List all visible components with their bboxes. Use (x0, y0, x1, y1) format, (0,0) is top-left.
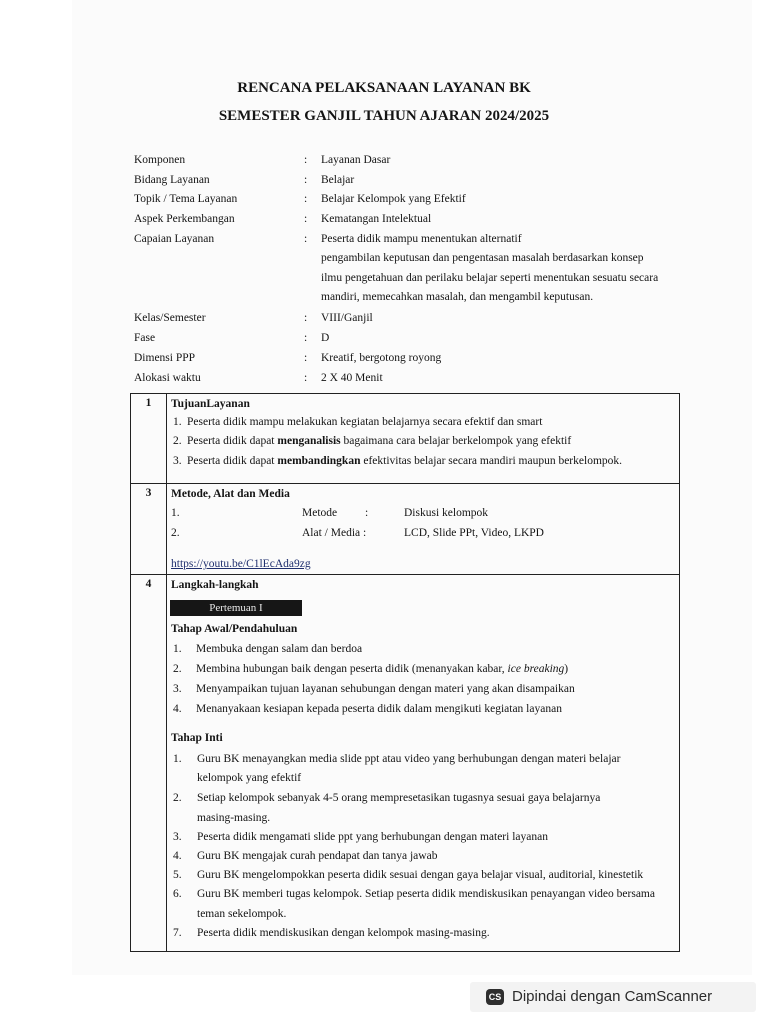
info-label: Alokasi waktu (134, 372, 201, 384)
info-value: Belajar Kelompok yang Efektif (321, 193, 466, 205)
list-item-number: 3. (173, 831, 182, 843)
list-item: Guru BK menayangkan media slide ppt atau video yang berhubungan dengan materi belajar (197, 753, 621, 765)
list-item-number: 1. (173, 753, 182, 765)
document-title: RENCANA PELAKSANAAN LAYANAN BK (237, 80, 531, 96)
list-item: Setiap kelompok sebanyak 4-5 orang mempresetasikan tugasnya sesuai gaya belajarnya (197, 792, 601, 804)
metode-label: Metode (302, 507, 338, 519)
list-item: Membuka dengan salam dan berdoa (196, 643, 363, 655)
info-value: VIII/Ganjil (321, 312, 373, 324)
list-item-number: 7. (173, 927, 182, 939)
info-colon: : (304, 332, 308, 344)
info-value: D (321, 332, 330, 344)
info-label: Aspek Perkembangan (134, 213, 235, 225)
list-item-number: 3. (173, 455, 182, 467)
list-item-number: 2. (173, 435, 182, 447)
info-label: Kelas/Semester (134, 312, 206, 324)
list-item: Membina hubungan baik dengan peserta didik (menanyakan kabar, ice breaking) (196, 663, 569, 675)
info-label: Topik / Tema Layanan (134, 193, 238, 205)
info-value: Kematangan Intelektual (321, 213, 432, 225)
info-label: Bidang Layanan (134, 174, 210, 186)
table-row-divider (131, 483, 679, 484)
list-item: Peserta didik mendiskusikan dengan kelompok masing-masing. (197, 927, 490, 939)
video-link[interactable]: https://youtu.be/C1lEcAda9zg (171, 558, 311, 570)
list-item: Guru BK mengelompokkan peserta didik sesuai dengan gaya belajar visual, auditorial, kinestetik (197, 869, 644, 881)
list-item: Peserta didik mengamati slide ppt yang berhubungan dengan materi layanan (197, 831, 548, 843)
metode-value: Diskusi kelompok (404, 507, 489, 519)
info-colon: : (304, 372, 308, 384)
list-item-number: 6. (173, 888, 182, 900)
capaian-continuation: pengambilan keputusan dan pengentasan masalah berdasarkan konsep (321, 252, 644, 264)
list-item: Peserta didik dapat menganalisis bagaimana cara belajar berkelompok yang efektif (187, 435, 572, 447)
info-colon: : (304, 233, 308, 245)
list-item: Guru BK memberi tugas kelompok. Setiap peserta didik mendiskusikan penayangan video bersama (197, 888, 655, 900)
info-value: Layanan Dasar (321, 154, 391, 166)
info-value: Belajar (321, 174, 355, 186)
table-row-divider (131, 574, 679, 575)
list-item: Menyampaikan tujuan layanan sehubungan dengan materi yang akan disampaikan (196, 683, 575, 695)
alat-media-label: Alat / Media : (302, 527, 367, 539)
list-item-number: 1. (173, 643, 182, 655)
list-item-continuation: teman sekelompok. (197, 908, 287, 920)
section-title: Langkah-langkah (171, 579, 259, 591)
list-item-number: 4. (173, 703, 182, 715)
watermark-text: Dipindai dengan CamScanner (512, 988, 713, 1005)
info-label: Komponen (134, 154, 186, 166)
document-subtitle: SEMESTER GANJIL TAHUN AJARAN 2024/2025 (218, 108, 550, 124)
camscanner-logo-icon: CS (486, 989, 504, 1005)
info-label: Capaian Layanan (134, 233, 215, 245)
list-item-continuation: masing-masing. (197, 812, 271, 824)
alat-media-value: LCD, Slide PPt, Video, LKPD (404, 527, 544, 539)
info-colon: : (304, 213, 308, 225)
list-item-number: 3. (173, 683, 182, 695)
stage-title: Tahap Inti (171, 732, 223, 744)
section-number: 3 (145, 487, 152, 499)
list-item: Guru BK mengajak curah pendapat dan tanya jawab (197, 850, 438, 862)
info-colon: : (304, 193, 308, 205)
camscanner-watermark (470, 982, 756, 1012)
section-number: 4 (145, 578, 152, 590)
info-colon: : (304, 312, 308, 324)
list-item-number: 2. (173, 792, 182, 804)
list-item-number: 1. (171, 507, 180, 519)
stage-title: Tahap Awal/Pendahuluan (171, 623, 298, 635)
metode-colon: : (365, 507, 369, 519)
list-item-number: 2. (171, 527, 180, 539)
info-colon: : (304, 174, 308, 186)
list-item: Menanyakaan kesiapan kepada peserta didik dalam mengikuti kegiatan layanan (196, 703, 562, 715)
section-title: Metode, Alat dan Media (171, 488, 290, 500)
list-item-number: 2. (173, 663, 182, 675)
info-colon: : (304, 154, 308, 166)
capaian-continuation: ilmu pengetahuan dan perilaku belajar seperti menentukan sesuatu secara (321, 272, 659, 284)
capaian-continuation: mandiri, memecahkan masalah, dan mengambil keputusan. (321, 291, 594, 303)
list-item: Peserta didik mampu melakukan kegiatan belajarnya secara efektif dan smart (187, 416, 543, 428)
section-title: TujuanLayanan (171, 398, 250, 410)
list-item-number: 4. (173, 850, 182, 862)
info-value: 2 X 40 Menit (321, 372, 383, 384)
info-label: Fase (134, 332, 156, 344)
info-colon: : (304, 352, 308, 364)
list-item-continuation: kelompok yang efektif (197, 772, 302, 784)
info-label: Dimensi PPP (134, 352, 196, 364)
pertemuan-badge: Pertemuan I (170, 600, 302, 616)
list-item-number: 5. (173, 869, 182, 881)
info-value: Kreatif, bergotong royong (321, 352, 442, 364)
info-value: Peserta didik mampu menentukan alternatif (321, 233, 522, 245)
list-item-number: 1. (173, 416, 182, 428)
content-table (130, 393, 680, 952)
section-number: 1 (145, 397, 152, 409)
table-column-divider (166, 394, 167, 951)
list-item: Peserta didik dapat membandingkan efektivitas belajar secara mandiri maupun berkelompok. (187, 455, 623, 467)
